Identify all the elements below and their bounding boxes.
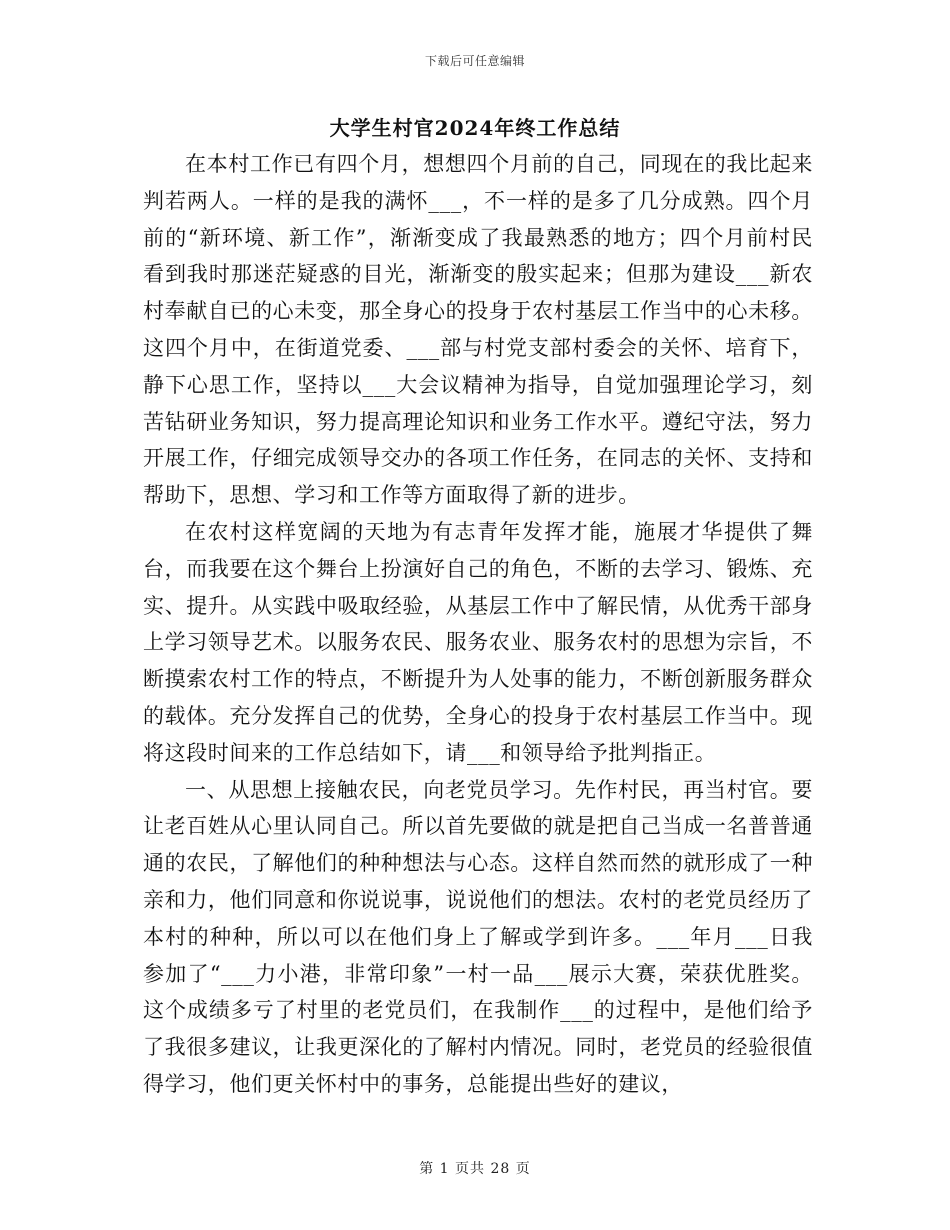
page-header-note: 下载后可任意编辑 — [424, 54, 525, 68]
paragraph: 在农村这样宽阔的天地为有志青年发挥才能，施展才华提供了舞台，而我要在这个舞台上扮演好自己的角色，不断的去学习、锻炼、充实、提升。从实践中吸取经验，从基层工作中了解民情，从优秀干部身上学习领导艺术。以服务农民、服务农业、服务农村的思想为宗旨，不断摸索农村工作的特点，不断提升为人处事的能力，不断创新服务群众的载体。充分发挥自己的优势，全身心的投身于农村基层工作当中。现将这段时间来的工作总结如下，请___和领导给予批判指正。 — [143, 519, 813, 765]
paragraph: 在本村工作已有四个月，想想四个月前的自己，同现在的我比起来判若两人。一样的是我的满怀___，不一样的是多了几分成熟。四个月前的“新环境、新工作”，渐渐变成了我最熟悉的地方；四个月前村民看到我时那迷茫疑惑的目光，渐渐变的殷实起来；但那为建设___新农村奉献自已的心未变，那全身心的投身于农村基层工作当中的心未移。这四个月中，在街道党委、___部与村党支部村委会的关怀、培育下，静下心思工作，坚持以___大会议精神为指导，自觉加强理论学习，刻苦钻研业务知识，努力提高理论知识和业务工作水平。遵纪守法，努力开展工作，仔细完成领导交办的各项工作任务，在同志的关怀、支持和帮助下，思想、学习和工作等方面取得了新的进步。 — [143, 152, 813, 508]
page-number: 第 1 页共 28 页 — [419, 1161, 531, 1177]
document-title: 大学生村官2024年终工作总结 — [329, 116, 621, 140]
paragraph: 一、从思想上接触农民，向老党员学习。先作村民，再当村官。要让老百姓从心里认同自己。所以首先要做的就是把自己当成一名普普通通的农民，了解他们的种种想法与心态。这样自然而然的就形成了一种亲和力，他们同意和你说说事，说说他们的想法。农村的老党员经历了本村的种种，所以可以在他们身上了解或学到许多。___年月___日我参加了“___力小港，非常印象”一村一品___展示大赛，荣获优胜奖。这个成绩多亏了村里的老党员们，在我制作___的过程中，是他们给予了我很多建议，让我更深化的了解村内情况。同时，老党员的经验很值得学习，他们更关怀村中的事务，总能提出些好的建议， — [143, 777, 813, 1096]
document-body — [143, 146, 813, 1103]
